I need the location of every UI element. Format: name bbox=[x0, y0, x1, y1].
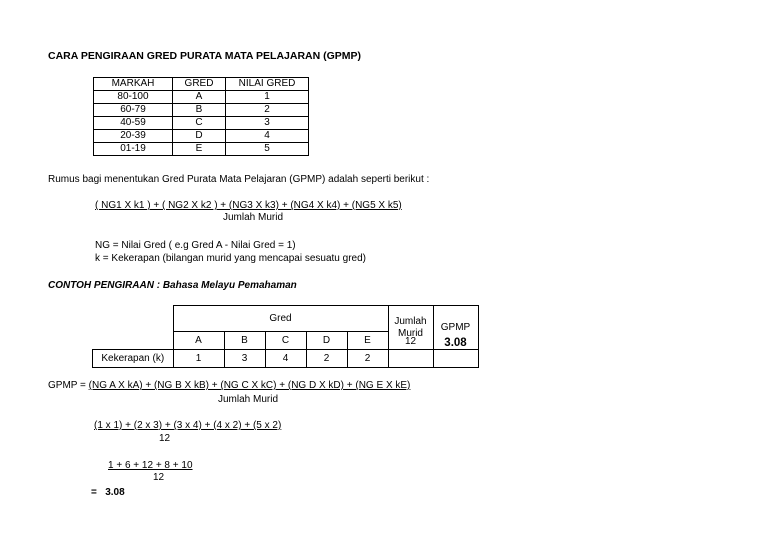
count-d: 2 bbox=[306, 350, 347, 368]
formula-intro: Rumus bagi menentukan Gred Purata Mata Pelajaran (GPMP) adalah seperti berikut : bbox=[48, 174, 430, 185]
gpmp-value-cell bbox=[433, 337, 478, 368]
count-e: 2 bbox=[347, 350, 388, 368]
count-c: 4 bbox=[265, 350, 306, 368]
cell-nilai: 4 bbox=[226, 130, 309, 143]
row-label-kekerapan: Kekerapan (k) bbox=[93, 350, 174, 368]
empty-label-cell bbox=[93, 332, 174, 350]
calc-step1 bbox=[48, 380, 410, 391]
total-murid: 12 bbox=[404, 336, 417, 347]
header-gpmp: GPMP bbox=[433, 306, 478, 350]
calc-step2-denominator: 12 bbox=[159, 433, 171, 444]
cell-markah: 20-39 bbox=[94, 130, 173, 143]
calc-result-equals: = bbox=[91, 487, 97, 498]
cell-gred: C bbox=[173, 117, 226, 130]
example-table bbox=[92, 305, 479, 368]
calc-step1-numerator: (NG A X kA) + (NG B X kB) + (NG C X kC) + (NG D X kD) + (NG E X kE) bbox=[88, 380, 411, 391]
header-gred: GRED bbox=[173, 78, 226, 91]
header-jumlah-line1: Jumlah bbox=[394, 315, 427, 327]
cell-gred: D bbox=[173, 130, 226, 143]
cell-gred: E bbox=[173, 143, 226, 156]
cell-markah: 01-19 bbox=[94, 143, 173, 156]
page-title: CARA PENGIRAAN GRED PURATA MATA PELAJARAN (GPMP) bbox=[48, 50, 362, 62]
table-row bbox=[94, 143, 309, 156]
cell-markah: 60-79 bbox=[94, 104, 173, 117]
gpmp-value: 3.08 bbox=[444, 337, 467, 349]
cell-gred: A bbox=[173, 91, 226, 104]
total-murid-cell bbox=[388, 336, 433, 368]
grade-c: C bbox=[265, 332, 306, 350]
table-row bbox=[94, 117, 309, 130]
empty-corner bbox=[93, 306, 174, 332]
example-title: CONTOH PENGIRAAN : Bahasa Melayu Pemahaman bbox=[48, 280, 297, 291]
header-markah: MARKAH bbox=[94, 78, 173, 91]
cell-nilai: 1 bbox=[226, 91, 309, 104]
count-a: 1 bbox=[173, 350, 224, 368]
calc-result-value: 3.08 bbox=[105, 487, 125, 498]
calc-step2-numerator: (1 x 1) + (2 x 3) + (3 x 4) + (4 x 2) + (5 x 2) bbox=[94, 420, 282, 431]
count-b: 3 bbox=[224, 350, 265, 368]
table-row bbox=[94, 104, 309, 117]
grade-table bbox=[93, 77, 309, 156]
table-row bbox=[94, 91, 309, 104]
definition-ng: NG = Nilai Gred ( e.g Gred A - Nilai Gred = 1) bbox=[95, 240, 296, 251]
header-jumlah-line2: Murid bbox=[397, 327, 423, 339]
cell-gred: B bbox=[173, 104, 226, 117]
grade-e: E bbox=[347, 332, 388, 350]
table-row bbox=[94, 130, 309, 143]
header-nilai-gred: NILAI GRED bbox=[226, 78, 309, 91]
grade-b: B bbox=[224, 332, 265, 350]
grade-table-header bbox=[94, 78, 309, 91]
formula-denominator: Jumlah Murid bbox=[223, 212, 284, 223]
grade-a: A bbox=[173, 332, 224, 350]
formula-numerator: ( NG1 X k1 ) + ( NG2 X k2 ) + (NG3 X k3) + (NG4 X k4) + (NG5 X k5) bbox=[95, 200, 402, 211]
cell-nilai: 5 bbox=[226, 143, 309, 156]
calc-step3-numerator: 1 + 6 + 12 + 8 + 10 bbox=[108, 460, 193, 471]
cell-markah: 40-59 bbox=[94, 117, 173, 130]
cell-nilai: 2 bbox=[226, 104, 309, 117]
calc-step3-denominator: 12 bbox=[153, 472, 165, 483]
calc-result bbox=[91, 487, 125, 498]
definition-k: k = Kekerapan (bilangan murid yang mencapai sesuatu gred) bbox=[95, 253, 366, 264]
calc-step1-denominator: Jumlah Murid bbox=[218, 394, 279, 405]
header-gred: Gred bbox=[173, 306, 388, 332]
cell-markah: 80-100 bbox=[94, 91, 173, 104]
grade-d: D bbox=[306, 332, 347, 350]
cell-nilai: 3 bbox=[226, 117, 309, 130]
calc-prefix: GPMP = bbox=[48, 380, 89, 391]
